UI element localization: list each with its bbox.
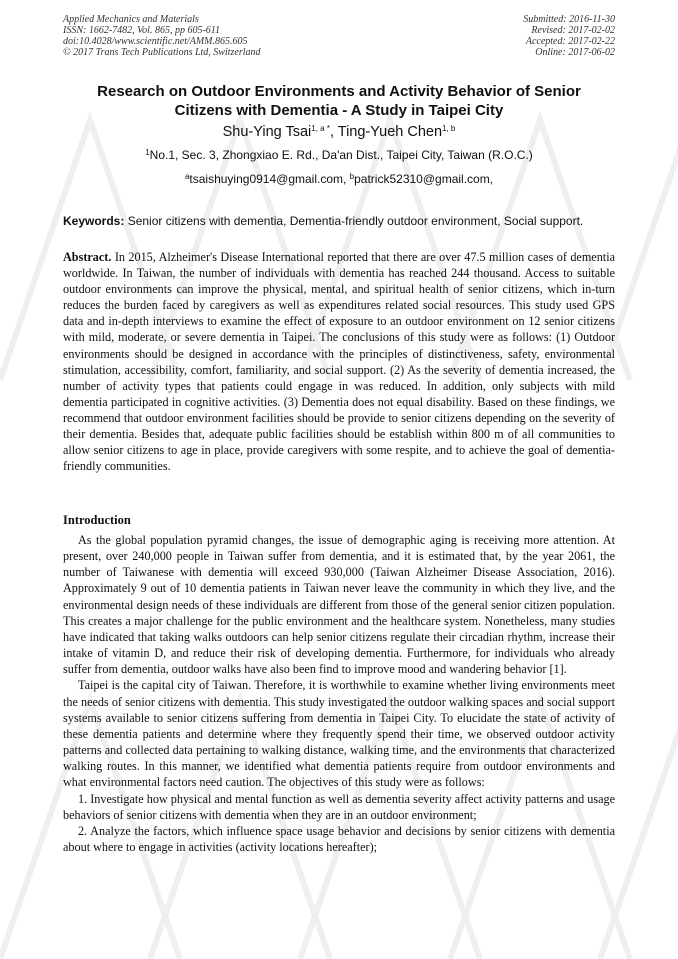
affiliation	[63, 148, 615, 163]
journal-name: Applied Mechanics and Materials	[63, 14, 199, 25]
online-date: Online: 2017-06-02	[535, 47, 615, 58]
introduction-body	[63, 532, 615, 855]
email-b-marker: b	[349, 172, 355, 181]
abstract	[63, 249, 615, 474]
intro-paragraph-2: Taipei is the capital city of Taiwan. Therefore, it is worthwhile to examine whether living environments meet the needs of senior citizens with dementia. This study investigated the outdoor walking spaces and social support systems available to senior citizens suffering from dementia in Taipei City. To elucidate the state of activity of these dementia patients and determine where they frequently spend their time, we observed outdoor activity patterns and collected data pertaining to walking distance, walking time, and the environments that characterized walking routes. In this manner, we identified what dementia patients require from outdoor environments and what environmental factors need caution. The objectives of this study were as follows:	[63, 678, 615, 790]
author-2-affil: 1, b	[442, 124, 456, 133]
author-separator: ,	[329, 124, 338, 140]
email-a-marker: a	[184, 172, 190, 181]
keywords	[63, 214, 615, 229]
author-line	[63, 123, 615, 141]
email-b[interactable]: patrick52310@gmail.com,	[354, 172, 494, 186]
author-1: Shu-Ying Tsai	[222, 124, 312, 140]
copyright: © 2017 Trans Tech Publications Ltd, Switzerland	[63, 47, 261, 58]
paper-title: Research on Outdoor Environments and Activity Behavior of Senior Citizens with Dementia - A Study in Taipei City	[97, 83, 581, 119]
email-line	[63, 172, 615, 187]
doi: doi:10.4028/www.scientific.net/AMM.865.605	[63, 36, 248, 47]
journal-info	[63, 14, 261, 58]
submission-dates	[523, 14, 615, 58]
objective-item-2: 2. Analyze the factors, which influence space usage behavior and decisions by senior citizens with dementia about where to engage in activities (activity locations hereafter);	[63, 823, 615, 854]
journal-header	[63, 14, 615, 58]
intro-paragraph-1: As the global population pyramid changes, the issue of demographic aging is receiving more attention. At present, over 240,000 people in Taiwan suffer from dementia, and it is estimated that, by the year 2061, the number of Taiwanese with dementia will exceed 930,000 (Taiwan Alzheimer Disease Association, 2016). Approximately 9 out of 10 dementia patients in Taiwan never leave the community in which they live, and the environmental design needs of these individuals are different from those of the general senior citizen population. This creates a major challenge for the public environment and the healthcare system. Nonetheless, many studies have indicated that taking walks outdoors can help senior citizens regulate their circadian rhythm, increase their intake of vitamin D, and reduce their risk of developing dementia. Furthermore, for individuals who already suffer from dementia, outdoor walks have also been find to improve mood and wandering behavior [1].	[63, 533, 615, 677]
submitted-date: Submitted: 2016-11-30	[523, 14, 615, 25]
introduction-heading: Introduction	[63, 513, 131, 527]
accepted-date: Accepted: 2017-02-22	[525, 36, 615, 47]
abstract-text: In 2015, Alzheimer's Disease International reported that there are over 47.5 million cases of dementia worldwide. In Taiwan, the number of individuals with dementia has reached 244 thousand. Access to suitable outdoor environments can improve the physical, mental, and spiritual health of senior citizens, which in-turn reduces the burden faced by caregivers as well as expenditures related social resources. This study used GPS data and in-depth interviews to examine the effect of exposure to an outdoor environment on 12 senior citizens with mild, moderate, or severe dementia in Taipei. The conclusions of this study were as follows: (1) Outdoor environments should be designed in accordance with the principles of distinctiveness, safety, environmental stimulation, accessibility, comfort, familiarity, and social support. (2) As the severity of dementia increased, the number of activity types that patients could engage in was reduced. In addition, only subjects with mild dementia participated in cognitive activities. (3) Dementia does not equal disability. Based on these findings, we recommend that outdoor environment facilities should be provide to senior citizens depending on the severity of their dementia. Besides that, adequate public facilities should be establish within 800 m of all communities to allow senior citizens to age in place, provide caregivers with some respite, and to achieve the goal of dementia-friendly communities.	[63, 250, 615, 474]
affiliation-text: No.1, Sec. 3, Zhongxiao E. Rd., Da'an Dist., Taipei City, Taiwan (R.O.C.)	[149, 148, 533, 162]
author-1-affil: 1, a *	[311, 124, 330, 133]
affiliation-marker: 1	[145, 148, 150, 157]
keywords-text: Senior citizens with dementia, Dementia-friendly outdoor environment, Social support.	[124, 214, 584, 228]
keywords-label: Keywords:	[63, 214, 125, 228]
objective-item-1: 1. Investigate how physical and mental function as well as dementia severity affect activity patterns and usage behaviors of senior citizens with dementia when they are in an outdoor environment;	[63, 791, 615, 822]
author-2: Ting-Yueh Chen	[337, 124, 443, 140]
issn: ISSN: 1662-7482, Vol. 865, pp 605-611	[63, 25, 221, 36]
abstract-label: Abstract.	[63, 250, 112, 264]
revised-date: Revised: 2017-02-02	[531, 25, 615, 36]
email-a[interactable]: tsaishuying0914@gmail.com,	[189, 172, 350, 186]
